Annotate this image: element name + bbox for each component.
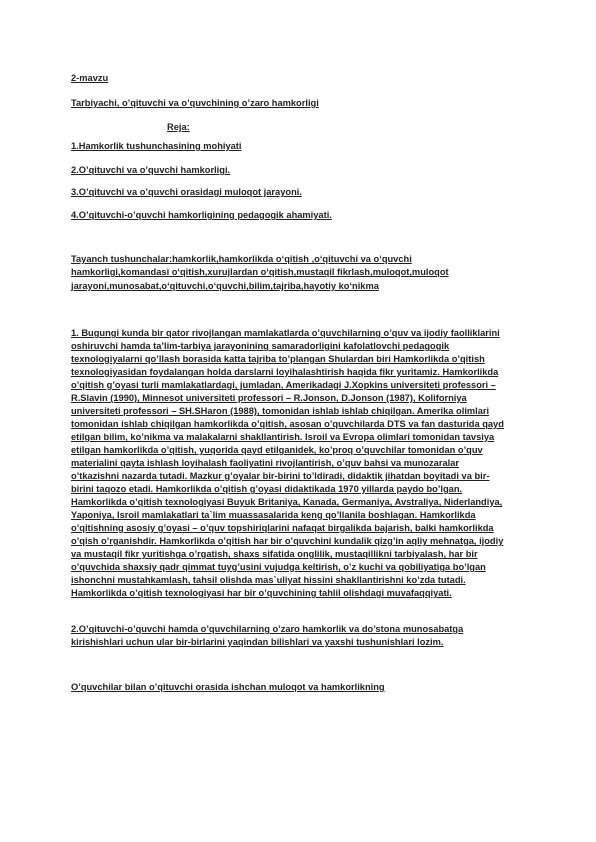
paragraph-line: ishonchni mustahkamlash, tahsil olishda mas`uliyat hissini shakllantirishni ko’zda tutadi. xyxy=(71,575,466,585)
topic-number: 2-mavzu xyxy=(71,73,109,83)
plan-item: 2.O’qituvchi va o’quvchi hamkorligi. xyxy=(71,165,231,175)
plan-item: 4.O’qituvchi-o’quvchi hamkorligining pedagogik ahamiyati. xyxy=(71,210,332,220)
paragraph-line: universiteti professori – SH.SHaron (1988), tomonidan ishlab ishlab chiqilgan. Amerika olimlari xyxy=(71,406,490,416)
plan-item: 3.O’qituvchi va o’quvchi orasidagi muloqot jarayoni. xyxy=(71,187,302,197)
plan-label: Reja: xyxy=(167,122,190,132)
paragraph-line: Yaponiya, Isroil mamlakatlari ta`lim muassasalarida keng qo’llanila boshlagan. Hamkorlikda xyxy=(71,510,476,520)
paragraph-line: 2.O’qituvchi-o’quvchi hamda o’quvchilarning o’zaro hamkorlik va do’stona munosabatga xyxy=(71,624,464,634)
key-concepts-line: jarayoni,munosabat,o‘qituvchi,o‘quvchi,bilim,tajriba,hayotiy ko‘nikma xyxy=(71,281,379,291)
paragraph-line: o’qitishning asosiy g’oyasi – o’quv topshiriqlarini nafaqat birgalikda bajarish, balki hamkorlikda xyxy=(71,523,494,533)
paragraph-line: 1. Bugungi kunda bir qator rivojlangan mamlakatlarda o’quvchilarning o’quv va ijodiy faolliklarini xyxy=(71,328,500,338)
paragraph-line: Hamkorlikda o’qitish texnologiyasi har bir o’quvchining tahlil olishdagi muvafaqqiyati. xyxy=(71,588,452,598)
paragraph-line: tomonidan ishlab chiqilgan hamkorlikda o’qitish, asosan o’quvchilarda DTS va fan dasturida qayd xyxy=(71,419,504,429)
paragraph-line: va mustaqil fikr yuritishga o’rgatish, shaxs sifatida onglilik, mustaqillikni tarbiyalash, har bir xyxy=(71,549,478,559)
section-heading: O’quvchilar bilan o’qituvchi orasida ishchan muloqot va hamkorlikning xyxy=(71,682,385,692)
paragraph-line: texnologiyalarni qo’llash borasida katta tajriba to’plangan Shulardan biri Hamkorlikda o’qitish xyxy=(71,354,485,364)
paragraph-line: o’qitish g’oyasi turli mamlakatlardagi, jumladan, Amerikadagi J.Xopkins universiteti professori – xyxy=(71,380,496,390)
paragraph-line: Hamkorlikda o’qitish texnologiyasi Buyuk Britaniya, Kanada, Germaniya, Avstraliya, Niderlandiya, xyxy=(71,497,503,507)
key-concepts-line: Tayanch tushunchalar:hamkorlik,hamkorlikda o‘qitish ,o‘qituvchi va o‘quvchi xyxy=(71,254,412,264)
paragraph-line: oshiruvchi hamda ta’lim-tarbiya jarayonining samaradorligini kafolatlovchi pedagogik xyxy=(71,341,450,351)
paragraph-line: etilgan bilim, ko’nikma va malakalarni shakllantirish. Isroil va Evropa olimlari tomonidan tavsiya xyxy=(71,432,495,442)
paragraph-line: birini taqozo etadi. Hamkorlikda o’qitish g’oyasi didaktikada 1970 yillarda paydo bo’lgan. xyxy=(71,484,463,494)
paragraph-line: texnologiyasidan foydalangan holda darslarni loyihalashtirish haqida fikr yuritamiz. Hamkorlikda xyxy=(71,367,499,377)
paragraph-line: R.Slavin (1990), Minnesot universiteti professori – R.Jonson, D.Jonson (1987), Koliforniya xyxy=(71,393,467,403)
paragraph-line: materialini qayta ishlash loyihalash faoliyatini rivojlantirish, o’quv bahsi va munozaralar xyxy=(71,458,460,468)
plan-item: 1.Hamkorlik tushunchasining mohiyati xyxy=(71,141,242,151)
paragraph-line: o’quvchida shaxsiy qadr qimmat tuyg’usini vujudga keltirish, o’z kuchi va qobiliyatiga bo’lgan xyxy=(71,562,486,572)
key-concepts-line: hamkorligi,komandasi o‘qitish,xurujlardan o‘qitish,mustaqil fikrlash,muloqot,muloqot xyxy=(71,267,449,277)
paragraph-line: o’qish o’rganishdir. Hamkorlikda o’qitish har bir o’quvchini kundalik qizg’in aqliy mehnatga, ijodiy xyxy=(71,536,504,546)
topic-title: Tarbiyachi, o’qituvchi va o’quvchining o’zaro hamkorligi xyxy=(71,98,319,108)
paragraph-line: o’tkazishni nazarda tutadi. Mazkur g’oyalar bir-birini to’ldiradi, didaktik jihatdan boyitadi va bir- xyxy=(71,471,490,481)
paragraph-line: etilgan hamkorlikda o’qitish, yuqorida qayd etilganidek, ko’proq o’quvchilar tomonidan o’quv xyxy=(71,445,483,455)
paragraph-line: kirishishlari uchun ular bir-birlarini yaqindan bilishlari va yaxshi tushunishlari lozim. xyxy=(71,637,444,647)
